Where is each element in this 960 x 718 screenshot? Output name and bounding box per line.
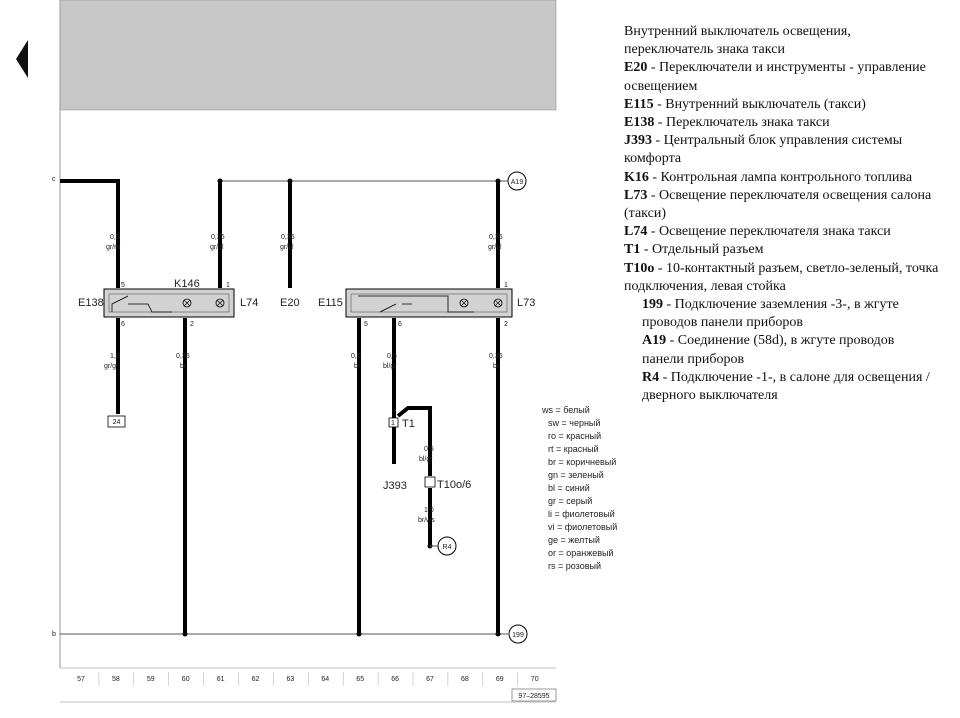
legend-item-code: K16 (624, 169, 649, 185)
legend-item (624, 223, 939, 241)
drawing-number: 97–28595 (518, 693, 550, 700)
legend-item-code: A19 (642, 333, 667, 349)
column-number: 68 (461, 676, 469, 683)
l74-label: L74 (240, 297, 259, 309)
legend-item (624, 114, 939, 132)
wire-69b-size: 0,35 (489, 353, 503, 360)
wire-60-color: br (180, 363, 187, 370)
wire-61-color: gr/bl (210, 244, 224, 251)
legend-item (624, 96, 939, 114)
legend-item-text: - Соединение (58d), в жгуте проводов панели приборов (642, 333, 895, 367)
t1-pin: 1 (391, 420, 395, 427)
pin-1-l73: 1 (504, 282, 508, 289)
legend-item-code: T1 (624, 242, 641, 258)
t10o-label: T10o/6 (437, 479, 472, 491)
column-number: 65 (356, 676, 365, 683)
l73-label: L73 (517, 297, 536, 309)
legend-item-text: - 10-контактный разъем, светло-зеленый, точка подключения, левая стойка (624, 260, 939, 294)
pin-5-e138: 5 (121, 282, 125, 289)
legend-item-text: - Отдельный разъем (640, 242, 764, 258)
wire-61-size: 0,35 (211, 234, 225, 241)
e138-body (104, 289, 234, 317)
wire-66-size: 0,5 (387, 353, 397, 360)
legend-item (624, 169, 939, 187)
legend-item (624, 369, 939, 405)
column-number: 62 (251, 676, 260, 683)
legend-item-text: - Переключатели и инструменты - управление освещением (624, 60, 926, 94)
wire-58b-size: 1,0 (110, 353, 120, 360)
legend-item-code: E20 (624, 60, 648, 76)
e20-label: E20 (280, 297, 300, 309)
column-number: 61 (216, 676, 225, 683)
legend-item-code: 199 (642, 297, 663, 313)
color-code-item: bl = синий (548, 483, 590, 493)
color-code-item: rs = розовый (548, 561, 601, 571)
color-code-item: ge = желтый (548, 535, 600, 545)
legend-item-code: L74 (624, 224, 648, 240)
wire-65-color: br (354, 363, 361, 370)
legend-item-text: - Подключение заземления -3-, в жгуте проводов панели приборов (642, 297, 899, 331)
color-code-legend (541, 405, 617, 571)
legend-item (624, 241, 939, 259)
column-number: 57 (77, 676, 85, 683)
legend-item-text: - Освещение переключателя освещения салона (такси) (624, 187, 932, 222)
legend-item-text: - Подключение -1-, в салоне для освещения / дверного выключателя (642, 369, 930, 404)
legend-panel (624, 23, 939, 405)
legend-item (624, 132, 939, 168)
legend-item-code: R4 (642, 369, 660, 385)
pin-6-e115: 6 (398, 321, 402, 328)
column-number: 64 (321, 676, 330, 683)
legend-item-code: T10o (624, 260, 655, 276)
column-number: 63 (286, 676, 295, 683)
column-number: 58 (112, 676, 120, 683)
legend-item-code: E138 (624, 115, 655, 131)
legend-item-text: - Контрольная лампа контрольного топлива (648, 169, 913, 185)
legend-item-text: - Переключатель знака такси (654, 115, 830, 131)
color-code-item: vi = фиолетовый (548, 522, 618, 532)
node-r4-label: R4 (442, 544, 452, 551)
legend-item (624, 296, 939, 332)
k146-label: K146 (174, 278, 200, 290)
e138-label: E138 (78, 297, 104, 309)
color-code-item: li = фиолетовый (548, 509, 615, 519)
legend-list (624, 59, 939, 405)
wire-58-color: gr/ro (106, 244, 121, 251)
color-code-item: br = коричневый (548, 457, 617, 467)
legend-item-code: L73 (624, 187, 648, 203)
wire-67a-size: 0,5 (424, 446, 434, 453)
color-code-item: ro = красный (548, 431, 602, 441)
legend-item (624, 59, 939, 95)
wire-67a-color: bl/gr (419, 456, 433, 463)
legend-item-text: - Освещение переключателя знака такси (647, 224, 891, 240)
wire-66-color: bl/gr (383, 363, 397, 370)
color-code-item: gn = зеленый (548, 470, 604, 480)
column-number: 69 (495, 676, 504, 683)
legend-title: Внутренний выключатель освещения, переключатель знака такси (624, 24, 851, 58)
wire-58-size: 0,5 (110, 234, 120, 241)
node-199-label: 199 (512, 632, 524, 639)
wire-63-size: 0,35 (281, 234, 295, 241)
legend-item (624, 187, 939, 223)
wire-69b-color: br (493, 363, 500, 370)
color-code-item: sw = черный (548, 418, 601, 428)
column-number: 67 (426, 676, 434, 683)
color-code-item: ws = белый (542, 405, 590, 415)
legend-item-text: - Центральный блок управления системы комфорта (624, 133, 903, 167)
color-code-item: rt = красный (548, 444, 599, 454)
legend-item (624, 260, 939, 296)
wire-67b-color: br/ws (418, 517, 435, 524)
column-number: 59 (146, 676, 155, 683)
t10o-connector-icon (425, 477, 435, 487)
node-a19-label: A19 (510, 179, 524, 186)
back-arrow-icon[interactable] (16, 40, 28, 78)
legend-item-code: E115 (624, 96, 654, 112)
legend-item-code: J393 (624, 133, 652, 149)
wire-69-color: gr/bl (488, 244, 502, 251)
column-number: 66 (391, 676, 399, 683)
wire-63-color: gr/bl (280, 244, 294, 251)
wire-60-size: 0,35 (176, 353, 190, 360)
color-code-item: gr = серый (548, 496, 593, 506)
pin-2-l73: 2 (504, 321, 508, 328)
pin-2-k146: 2 (190, 321, 194, 328)
pin-5-e115: 5 (364, 321, 368, 328)
e115-label: E115 (318, 297, 343, 309)
wire-58b-color: gr/gn (104, 363, 120, 370)
column-number-row (77, 672, 539, 686)
rail-c-thick (60, 181, 118, 220)
j393-label: J393 (383, 480, 407, 492)
t1-label: T1 (402, 418, 415, 430)
rail-c-label: c (52, 176, 56, 183)
e115-body (346, 289, 512, 317)
pin-6-e138: 6 (121, 321, 125, 328)
column-number: 70 (530, 676, 539, 683)
wire-67b-size: 1,0 (424, 507, 434, 514)
wire-69-size: 0,35 (489, 234, 503, 241)
rail-b-label: b (52, 631, 56, 638)
color-code-item: or = оранжевый (548, 548, 614, 558)
wire-65-size: 0,5 (351, 353, 361, 360)
connector-24-label: 24 (112, 419, 121, 426)
pin-1-l74: 1 (226, 282, 230, 289)
legend-item-text: - Внутренний выключатель (такси) (653, 96, 866, 112)
legend-item (624, 332, 939, 368)
header-box (60, 0, 556, 110)
column-number: 60 (181, 676, 190, 683)
